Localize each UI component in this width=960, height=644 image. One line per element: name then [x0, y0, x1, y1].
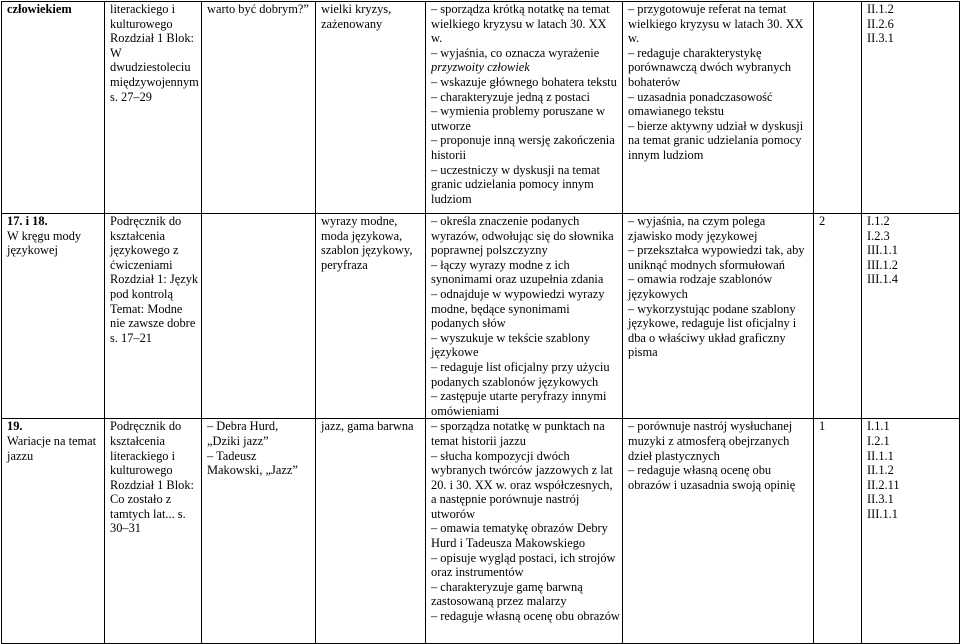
- lesson-topic: W kręgu mody językowej: [7, 228, 82, 258]
- outcome-item: – sporządza notatkę w punktach na temat historii jazzu: [431, 419, 605, 448]
- texts-cell: [202, 214, 316, 419]
- curriculum-code: III.1.1: [867, 506, 898, 521]
- texts-cell: [202, 419, 316, 644]
- extended-outcomes-cell: [623, 2, 814, 214]
- outcome-item: – określa znaczenie podanych wyrazów, odwołując się do słownika poprawnej polszczyzny: [431, 214, 614, 258]
- lesson-number: 17. i 18.: [7, 214, 48, 228]
- curriculum-code: II.1.1: [867, 448, 894, 463]
- curriculum-code: II.2.6: [867, 16, 894, 31]
- curriculum-code: I.1.2: [867, 214, 890, 228]
- outcome-item: – omawia tematykę obrazów Debry Hurd i Tadeusza Makowskiego: [431, 521, 608, 551]
- textbook-cell: [105, 214, 202, 419]
- curriculum-code: I.2.1: [867, 433, 890, 448]
- curriculum-code: II.3.1: [867, 492, 894, 507]
- curriculum-code: I.2.3: [867, 228, 890, 243]
- extended-outcome-item: – przygotowuje referat na temat wielkiego kryzysu w latach 30. XX w.: [628, 2, 804, 46]
- textbook-cell: [105, 2, 202, 214]
- extended-outcomes-cell: [623, 214, 814, 419]
- curriculum-code: III.1.4: [867, 272, 898, 287]
- curriculum-code: II.1.2: [867, 2, 894, 16]
- curriculum-code: II.3.1: [867, 31, 894, 46]
- outcome-item: – charakteryzuje jedną z postaci: [431, 89, 590, 104]
- extended-outcome-item: – redaguje własną ocenę obu obrazów i uzasadnia swoją opinię: [628, 463, 796, 492]
- topic-cell: [2, 419, 105, 644]
- outcome-item: – opisuje wygląd postaci, ich strojów oraz instrumentów: [431, 550, 616, 580]
- lesson-topic: człowiekiem: [7, 2, 72, 16]
- outcome-item: – sporządza krótką notatkę na temat wielkiego kryzysu w latach 30. XX w.: [431, 2, 610, 46]
- extended-outcome-item: – bierze aktywny udział w dyskusji na temat granic udzielania pomocy innym ludziom: [628, 118, 804, 162]
- textbook-reference: Podręcznik do kształcenia literackiego i kulturowego Rozdział 1 Blok: Co zostało z tamtych lat... s. 30–31: [110, 419, 194, 536]
- extended-outcome-item: – uzasadnia ponadczasowość omawianego tekstu: [628, 89, 773, 119]
- extended-outcome-item: – przekształca wypowiedzi tak, aby uniknąć modnych sformułowań: [628, 243, 805, 272]
- curriculum-code: III.1.1: [867, 243, 898, 258]
- hours-value: 2: [819, 214, 826, 228]
- student-outcomes-cell: [426, 2, 623, 214]
- outcome-item: – odnajduje w wypowiedzi wyrazy modne, będące synonimami podanych słów: [431, 286, 605, 331]
- lesson-number: 19.: [7, 419, 23, 434]
- student-outcomes-cell: [426, 214, 623, 419]
- concepts-text: wielki kryzys, zażenowany: [321, 2, 392, 31]
- outcome-item: – łączy wyrazy modne z ich synonimami oraz uzupełnia zdania: [431, 257, 604, 287]
- outcome-item: – wyjaśnia, co oznacza wyrażenie przyzwoity człowiek: [431, 45, 600, 75]
- text-title: – Debra Hurd, „Dziki jazz”: [207, 419, 279, 448]
- outcome-item: – zastępuje utarte peryfrazy innymi omówieniami: [431, 389, 607, 418]
- table-row: [2, 214, 960, 419]
- concepts-text: jazz, gama barwna: [321, 419, 414, 434]
- outcome-item: – wyszukuje w tekście szablony językowe: [431, 330, 590, 360]
- extended-outcome-item: – wyjaśnia, na czym polega zjawisko mody językowej: [628, 214, 766, 243]
- outcome-item: – redaguje własną ocenę obu obrazów: [431, 609, 620, 624]
- extended-outcome-item: – omawia rodzaje szablonów językowych: [628, 272, 773, 301]
- extended-outcome-item: – wykorzystując podane szablony językowe, redaguje list oficjalny i dba o właściwy układ graficzny pisma: [628, 301, 797, 360]
- hours-cell: [814, 214, 862, 419]
- concepts-text: wyrazy modne, moda językowa, szablon językowy, peryfraza: [321, 214, 413, 272]
- textbook-cell: [105, 419, 202, 644]
- hours-value: 1: [819, 419, 826, 434]
- codes-cell: [862, 214, 960, 419]
- outcome-item: – charakteryzuje gamę barwną zastosowaną przez malarzy: [431, 579, 583, 609]
- texts-cell: [202, 2, 316, 214]
- text-title: – Tadeusz Makowski, „Jazz”: [207, 448, 298, 478]
- outcome-item: – redaguje list oficjalny przy użyciu podanych szablonów językowych: [431, 359, 610, 389]
- text-title: warto być dobrym?”: [207, 2, 309, 16]
- concepts-cell: [316, 214, 426, 419]
- hours-cell: [814, 419, 862, 644]
- codes-cell: [862, 419, 960, 644]
- lesson-topic: Wariacje na temat jazzu: [7, 433, 97, 463]
- outcome-item: – wskazuje głównego bohatera tekstu: [431, 74, 617, 89]
- curriculum-table: [1, 1, 960, 644]
- textbook-reference: Podręcznik do kształcenia językowego z ćwiczeniami Rozdział 1: Język pod kontrolą Temat: Modne nie zawsze dobre s. 17–21: [110, 214, 199, 345]
- topic-cell: [2, 2, 105, 214]
- hours-cell: [814, 2, 862, 214]
- textbook-reference: literackiego i kulturowego Rozdział 1 Blok: W dwudziestoleciu międzywojennym s. 27–29: [110, 2, 199, 104]
- concepts-cell: [316, 2, 426, 214]
- curriculum-code: II.2.11: [867, 477, 900, 492]
- concepts-cell: [316, 419, 426, 644]
- table-row: [2, 2, 960, 214]
- extended-outcome-item: – porównuje nastrój wysłuchanej muzyki z atmosferą obejrzanych dzieł plastycznych: [628, 419, 793, 463]
- table-row: [2, 419, 960, 644]
- extended-outcome-item: – redaguje charakterystykę porównawczą dwóch wybranych bohaterów: [628, 45, 792, 89]
- extended-outcomes-cell: [623, 419, 814, 644]
- outcome-item: – proponuje inną wersję zakończenia historii: [431, 133, 615, 162]
- curriculum-code: II.1.2: [867, 463, 894, 478]
- student-outcomes-cell: [426, 419, 623, 644]
- codes-cell: [862, 2, 960, 214]
- outcome-item: – wymienia problemy poruszane w utworze: [431, 104, 606, 133]
- topic-cell: [2, 214, 105, 419]
- curriculum-code: III.1.2: [867, 257, 898, 272]
- outcome-item: – słucha kompozycji dwóch wybranych twórców jazzowych z lat 20. i 30. XX w. oraz współczesnych, a następnie porównuje nastrój utworów: [431, 448, 613, 521]
- curriculum-code: I.1.1: [867, 419, 890, 434]
- outcome-item: – uczestniczy w dyskusji na temat granic udzielania pomocy innym ludziom: [431, 162, 600, 206]
